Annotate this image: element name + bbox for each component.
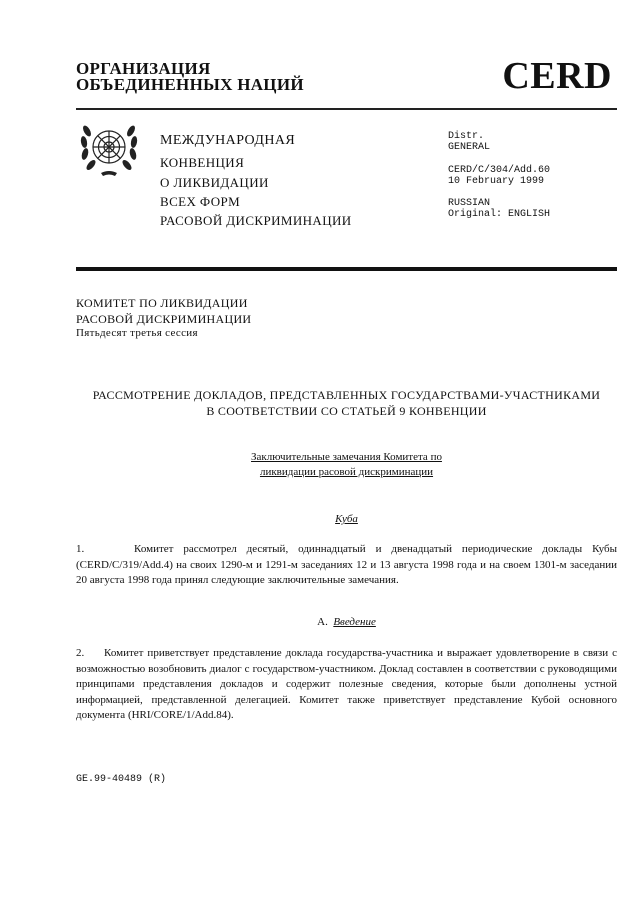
convention-title-line2: КОНВЕНЦИЯ [160, 155, 245, 170]
cerd-logo-text: CERD [502, 55, 612, 97]
document-language: RUSSIAN [448, 198, 491, 209]
header-divider [76, 108, 617, 110]
session-label: Пятьдесят третья сессия [76, 327, 198, 339]
convention-title-line4: ВСЕХ ФОРМ [160, 194, 241, 209]
distribution-label: Distr. [448, 131, 485, 142]
org-name-line2: ОБЪЕДИНЕННЫХ НАЦИЙ [76, 75, 304, 94]
org-name-line1: ОРГАНИЗАЦИЯ [76, 59, 211, 78]
section-a-heading [76, 616, 617, 628]
paragraph-2 [76, 646, 617, 724]
original-language: Original: ENGLISH [448, 209, 551, 220]
convention-title-line5: РАСОВОЙ ДИСКРИМИНАЦИИ [160, 213, 352, 228]
country-heading: Куба [335, 513, 358, 525]
header-bottom-divider [76, 267, 617, 271]
un-emblem-icon [77, 119, 141, 179]
committee-line2: РАСОВОЙ ДИСКРИМИНАЦИИ [76, 312, 252, 326]
section-a-title: Введение [333, 616, 376, 628]
job-number: GE.99-40489 (R) [76, 774, 167, 785]
document-symbol: CERD/C/304/Add.60 [448, 165, 551, 176]
section-a-letter: A. [317, 616, 328, 628]
paragraph-1-text: Комитет рассмотрел десятый, одиннадцатый и двенадцатый периодические доклады Кубы (CERD/C/319/Add.4) на своих 1290-м и 1291-м заседаниях 12 и 13 августа 1998 года и на своем 1301-м заседании 20 августа 1998 года принял следующие заключительные замечания. [76, 543, 618, 586]
distribution-value: GENERAL [448, 142, 491, 153]
report-title-line1: РАССМОТРЕНИЕ ДОКЛАДОВ, ПРЕДСТАВЛЕННЫХ ГОСУДАРСТВАМИ-УЧАСТНИКАМИ [92, 388, 601, 402]
subtitle-line2: ликвидации расовой дискриминации [259, 466, 434, 478]
paragraph-1 [76, 542, 617, 589]
document-date: 10 February 1999 [448, 176, 545, 187]
subtitle-line1: Заключительные замечания Комитета по [251, 451, 442, 463]
committee-line1: КОМИТЕТ ПО ЛИКВИДАЦИИ [76, 296, 248, 310]
paragraph-2-text: Комитет приветствует представление доклада государства-участника и выражает удовлетворение в связи с возможностью возобновить диалог с государством-участником. Доклад составлен в соответствии с руководящими принципами представления докладов и содержит полезные сведения, которые были дополнены устной информацией, представленной делегацией. Комитет также приветствует представление Кубой основного документа (HRI/CORE/1/Add.84). [76, 647, 617, 721]
report-title-line2: В СООТВЕТСТВИИ СО СТАТЬЕЙ 9 КОНВЕНЦИИ [206, 404, 487, 418]
convention-title-line3: О ЛИКВИДАЦИИ [160, 175, 269, 190]
convention-title-line1: МЕЖДУНАРОДНАЯ [160, 133, 296, 148]
paragraph-2-number: 2. [76, 647, 85, 659]
paragraph-1-number: 1. [76, 543, 85, 555]
